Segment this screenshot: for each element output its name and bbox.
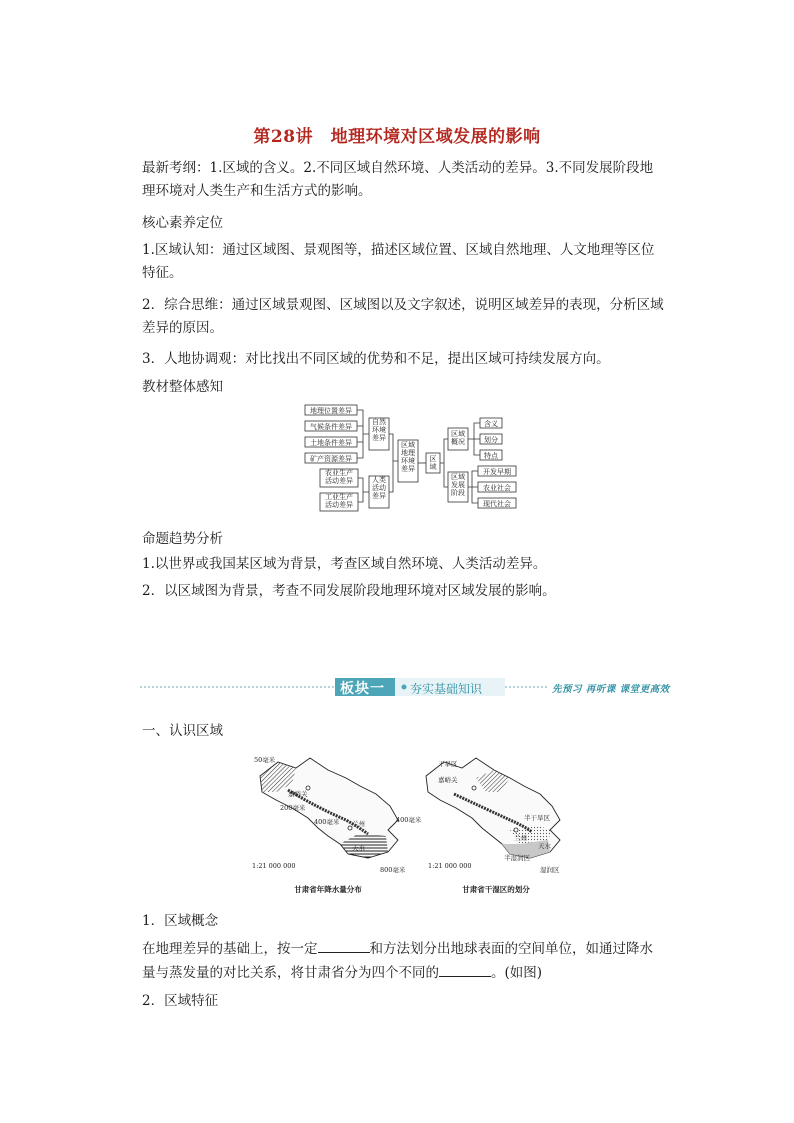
concept-line-1: [142, 938, 682, 960]
left-label-800mm: 800毫米: [380, 866, 406, 874]
right-label-tianshui: 天水: [538, 842, 551, 850]
concept-line-1a: 在地理差异的基础上，按一定: [142, 941, 318, 957]
label-modern: 现代社会: [483, 500, 511, 508]
page-title: 第28讲 地理环境对区域发展的影响: [253, 127, 541, 147]
core-item-1-line-1: 1.区域认知：通过区域图、景观图等，描述区域位置、区域自然地理、人文地理等区位: [142, 242, 655, 258]
trend-item-2: 2．以区域图为背景，考查不同发展阶段地理环境对区域发展的影响。: [142, 583, 556, 599]
label-location: 地理位置差异: [310, 407, 352, 415]
answer-blank-1[interactable]: [318, 938, 370, 953]
left-label-200mm: 200毫米: [280, 804, 306, 812]
section-banner: [140, 676, 702, 698]
label-early: 开发早期: [483, 468, 511, 476]
left-label-lanzhou: 兰州: [352, 820, 365, 828]
left-map: [252, 755, 422, 894]
label-divide: 划分: [484, 436, 498, 444]
core-item-1-line-2: 特征。: [142, 265, 183, 281]
label-nature: 自然环境差异: [372, 418, 386, 442]
label-region-diff: 区域地理环境差异: [401, 441, 415, 473]
answer-blank-2[interactable]: [439, 962, 491, 977]
left-label-400mm-a: 400毫米: [314, 818, 340, 826]
banner-subtitle: 夯实基础知识: [410, 682, 483, 696]
right-map: [426, 758, 560, 894]
banner-block: 板块一: [340, 681, 385, 697]
feature-heading: 2．区域特征: [142, 993, 219, 1009]
concept-line-2: [142, 962, 687, 984]
concept-map: [300, 400, 530, 518]
concept-heading: 1．区域概念: [142, 913, 219, 929]
section-1-heading: 一、认识区域: [142, 723, 223, 739]
textbook-heading: 教材整体感知: [142, 379, 223, 395]
core-heading: 核心素养定位: [142, 215, 223, 231]
left-label-50mm: 50毫米: [254, 756, 276, 764]
concept-line-2a: 量与蒸发量的对比关系，将甘肃省分为四个不同的: [142, 965, 439, 981]
right-scale: 1:21 000 000: [428, 862, 472, 870]
trend-heading: 命题趋势分析: [142, 531, 223, 547]
left-scale: 1:21 000 000: [252, 862, 296, 870]
label-overview: 区域概况: [451, 430, 465, 446]
right-map-caption: 甘肃省干湿区的划分: [462, 885, 530, 894]
concept-line-1b: 和方法划分出地球表面的空间单位，如通过降水: [369, 941, 653, 957]
label-stage: 区域发展阶段: [451, 473, 465, 497]
label-mineral: 矿产资源差异: [310, 455, 352, 463]
label-region: 区域: [429, 455, 437, 471]
right-label-semiarid: 半干旱区: [524, 814, 550, 822]
syllabus-line-2: 理环境对人类生产和生活方式的影响。: [142, 183, 372, 199]
left-label-jiayuguan: 嘉峪关: [288, 790, 308, 798]
label-agri: 农业生产活动差异: [325, 469, 353, 485]
banner-slogan: 先预习 再听课 课堂更高效: [552, 684, 670, 695]
right-label-humid: 湿润区: [540, 866, 560, 874]
label-meaning: 含义: [484, 420, 498, 428]
core-item-2-line-2: 差异的原因。: [142, 320, 223, 336]
label-climate: 气候条件差异: [310, 423, 352, 431]
right-label-subhumid: 半湿润区: [504, 854, 530, 862]
label-industry: 工业生产活动差异: [325, 493, 353, 509]
left-label-tianshui: 天水: [352, 844, 365, 852]
label-agri-society: 农业社会: [483, 484, 511, 492]
syllabus-line-1: 最新考纲：1.区域的含义。2.不同区域自然环境、人类活动的差异。3.不同发展阶段地: [142, 160, 654, 176]
right-label-arid: 干旱区: [438, 760, 458, 768]
label-feature: 特点: [484, 452, 498, 460]
right-label-lanzhou: 兰州: [514, 834, 527, 842]
left-map-caption: 甘肃省年降水量分布: [294, 885, 362, 894]
left-label-400mm-b: 400毫米: [396, 816, 422, 824]
label-land: 土地条件差异: [310, 439, 352, 447]
label-human: 人类活动差异: [372, 476, 386, 500]
right-label-jiayuguan: 嘉峪关: [438, 776, 458, 784]
gansu-maps: [248, 748, 578, 898]
trend-item-1: 1.以世界或我国某区域为背景，考查区域自然环境、人类活动差异。: [142, 556, 547, 572]
core-item-3: 3．人地协调观：对比找出不同区域的优势和不足，提出区域可持续发展方向。: [142, 351, 610, 367]
core-item-2-line-1: 2．综合思维：通过区域景观图、区域图以及文字叙述，说明区域差异的表现，分析区域: [142, 297, 664, 313]
concept-line-2b: 。(如图): [491, 965, 543, 981]
